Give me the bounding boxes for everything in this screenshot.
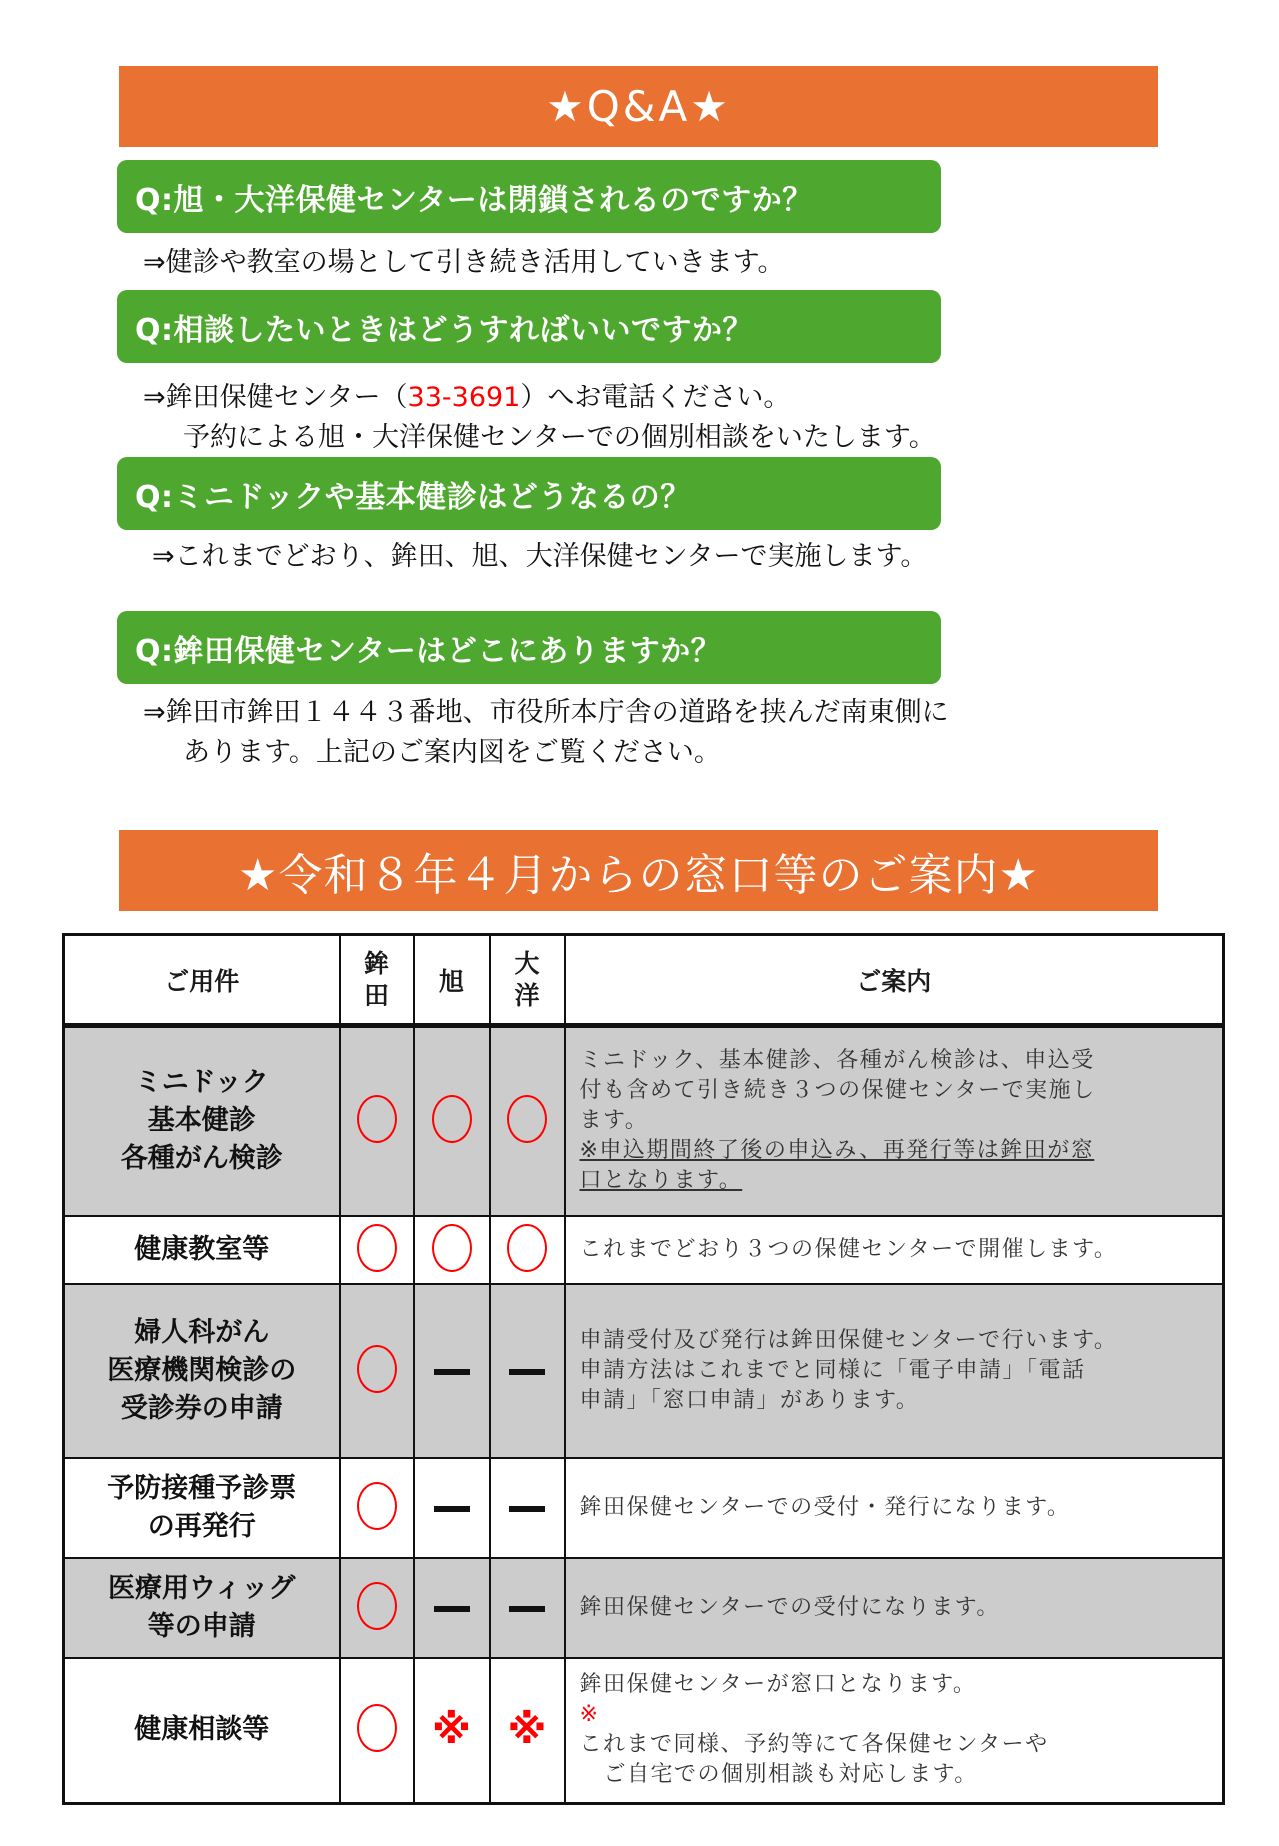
row-item: 健康教室等 — [64, 1216, 340, 1284]
hokota-mark — [340, 1216, 414, 1284]
circle-available-icon — [507, 1224, 547, 1272]
asahi-mark — [414, 1558, 490, 1658]
answer-3 — [152, 537, 927, 577]
table-row — [64, 1026, 1224, 1216]
row-note: ミニドック、基本健診、各種がん検診は、申込受 付も含めて引き続き３つの保健センターで実施し ます。 ※申込期間終了後の申込み、再発行等は鉾田が窓 口となります。 — [565, 1026, 1224, 1216]
answer-2 — [143, 378, 936, 458]
taiyo-mark — [490, 1216, 565, 1284]
row-item: 婦人科がん 医療機関検診の 受診券の申請 — [64, 1284, 340, 1458]
circle-available-icon — [432, 1095, 472, 1143]
answer-2-line2: 予約による旭・大洋保健センターでの個別相談をいたします。 — [183, 422, 936, 453]
table-header-row — [64, 935, 1224, 1026]
hokota-mark — [340, 1026, 414, 1216]
circle-available-icon — [357, 1704, 397, 1752]
dash-unavailable-icon — [509, 1506, 545, 1512]
row-note: 鉾田保健センターが窓口となります。 ※ これまで同様、予約等にて各保健センターや ご自宅での個別相談も対応します。 — [565, 1658, 1224, 1804]
taiyo-mark — [490, 1658, 565, 1804]
dash-unavailable-icon — [434, 1369, 470, 1375]
circle-available-icon — [357, 1482, 397, 1530]
asahi-mark — [414, 1026, 490, 1216]
dash-unavailable-icon — [434, 1506, 470, 1512]
asahi-mark — [414, 1658, 490, 1804]
question-1: Q:旭・大洋保健センターは閉鎖されるのですか？ — [117, 160, 941, 233]
row-item: ミニドック 基本健診 各種がん検診 — [64, 1026, 340, 1216]
reference-mark-icon: ※ — [507, 1707, 547, 1754]
circle-available-icon — [507, 1095, 547, 1143]
circle-available-icon — [432, 1224, 472, 1272]
window-section-title: ★令和８年４月からの窓口等のご案内★ — [119, 830, 1158, 911]
question-4: Q:鉾田保健センターはどこにありますか？ — [117, 611, 941, 684]
circle-available-icon — [357, 1345, 397, 1393]
answer-2-suffix: ）へお電話ください。 — [520, 382, 791, 413]
phone-number: 33-3691 — [407, 382, 521, 413]
circle-available-icon — [357, 1582, 397, 1630]
row-note: これまでどおり３つの保健センターで開催します。 — [565, 1216, 1224, 1284]
dash-unavailable-icon — [434, 1606, 470, 1612]
answer-4 — [143, 693, 949, 773]
answer-4-line2: あります。上記のご案内図をご覧ください。 — [183, 737, 721, 768]
table-row — [64, 1216, 1224, 1284]
taiyo-mark — [490, 1284, 565, 1458]
table-row — [64, 1458, 1224, 1558]
row-note: 鉾田保健センターでの受付・発行になります。 — [565, 1458, 1224, 1558]
row-item: 医療用ウィッグ 等の申請 — [64, 1558, 340, 1658]
answer-4-line1: ⇒鉾田市鉾田１４４３番地、市役所本庁舎の道路を挟んだ南東側に — [143, 697, 949, 728]
circle-available-icon — [357, 1224, 397, 1272]
question-2: Q:相談したいときはどうすればいいですか？ — [117, 290, 941, 363]
answer-1 — [143, 243, 784, 283]
table-row — [64, 1284, 1224, 1458]
row-item: 予防接種予診票 の再発行 — [64, 1458, 340, 1558]
row-note: 鉾田保健センターでの受付になります。 — [565, 1558, 1224, 1658]
reference-mark-icon: ※ — [432, 1707, 471, 1754]
asahi-mark — [414, 1458, 490, 1558]
qa-section-title: ★Q&A★ — [119, 66, 1158, 147]
dash-unavailable-icon — [509, 1369, 545, 1375]
hokota-mark — [340, 1284, 414, 1458]
asahi-mark — [414, 1284, 490, 1458]
table-row — [64, 1658, 1224, 1804]
asahi-mark — [414, 1216, 490, 1284]
header-taiyo: 大 洋 — [490, 935, 565, 1026]
taiyo-mark — [490, 1026, 565, 1216]
hokota-mark — [340, 1458, 414, 1558]
header-asahi: 旭 — [414, 935, 490, 1026]
answer-1-line: ⇒健診や教室の場として引き続き活用していきます。 — [143, 247, 785, 278]
taiyo-mark — [490, 1558, 565, 1658]
circle-available-icon — [357, 1095, 397, 1143]
window-guide-table — [62, 933, 1225, 1805]
header-hokota: 鉾 田 — [340, 935, 414, 1026]
row-note: 申請受付及び発行は鉾田保健センターで行います。 申請方法はこれまでと同様に「電子申請」「電話 申請」「窓口申請」があります。 — [565, 1284, 1224, 1458]
dash-unavailable-icon — [509, 1606, 545, 1612]
question-3: Q:ミニドックや基本健診はどうなるの？ — [117, 457, 941, 530]
row-item: 健康相談等 — [64, 1658, 340, 1804]
taiyo-mark — [490, 1458, 565, 1558]
header-note: ご案内 — [565, 935, 1224, 1026]
table-row — [64, 1558, 1224, 1658]
answer-2-prefix: ⇒鉾田保健センター（ — [143, 382, 408, 413]
hokota-mark — [340, 1658, 414, 1804]
hokota-mark — [340, 1558, 414, 1658]
answer-3-line: ⇒これまでどおり、鉾田、旭、大洋保健センターで実施します。 — [152, 541, 928, 572]
header-item: ご用件 — [64, 935, 340, 1026]
